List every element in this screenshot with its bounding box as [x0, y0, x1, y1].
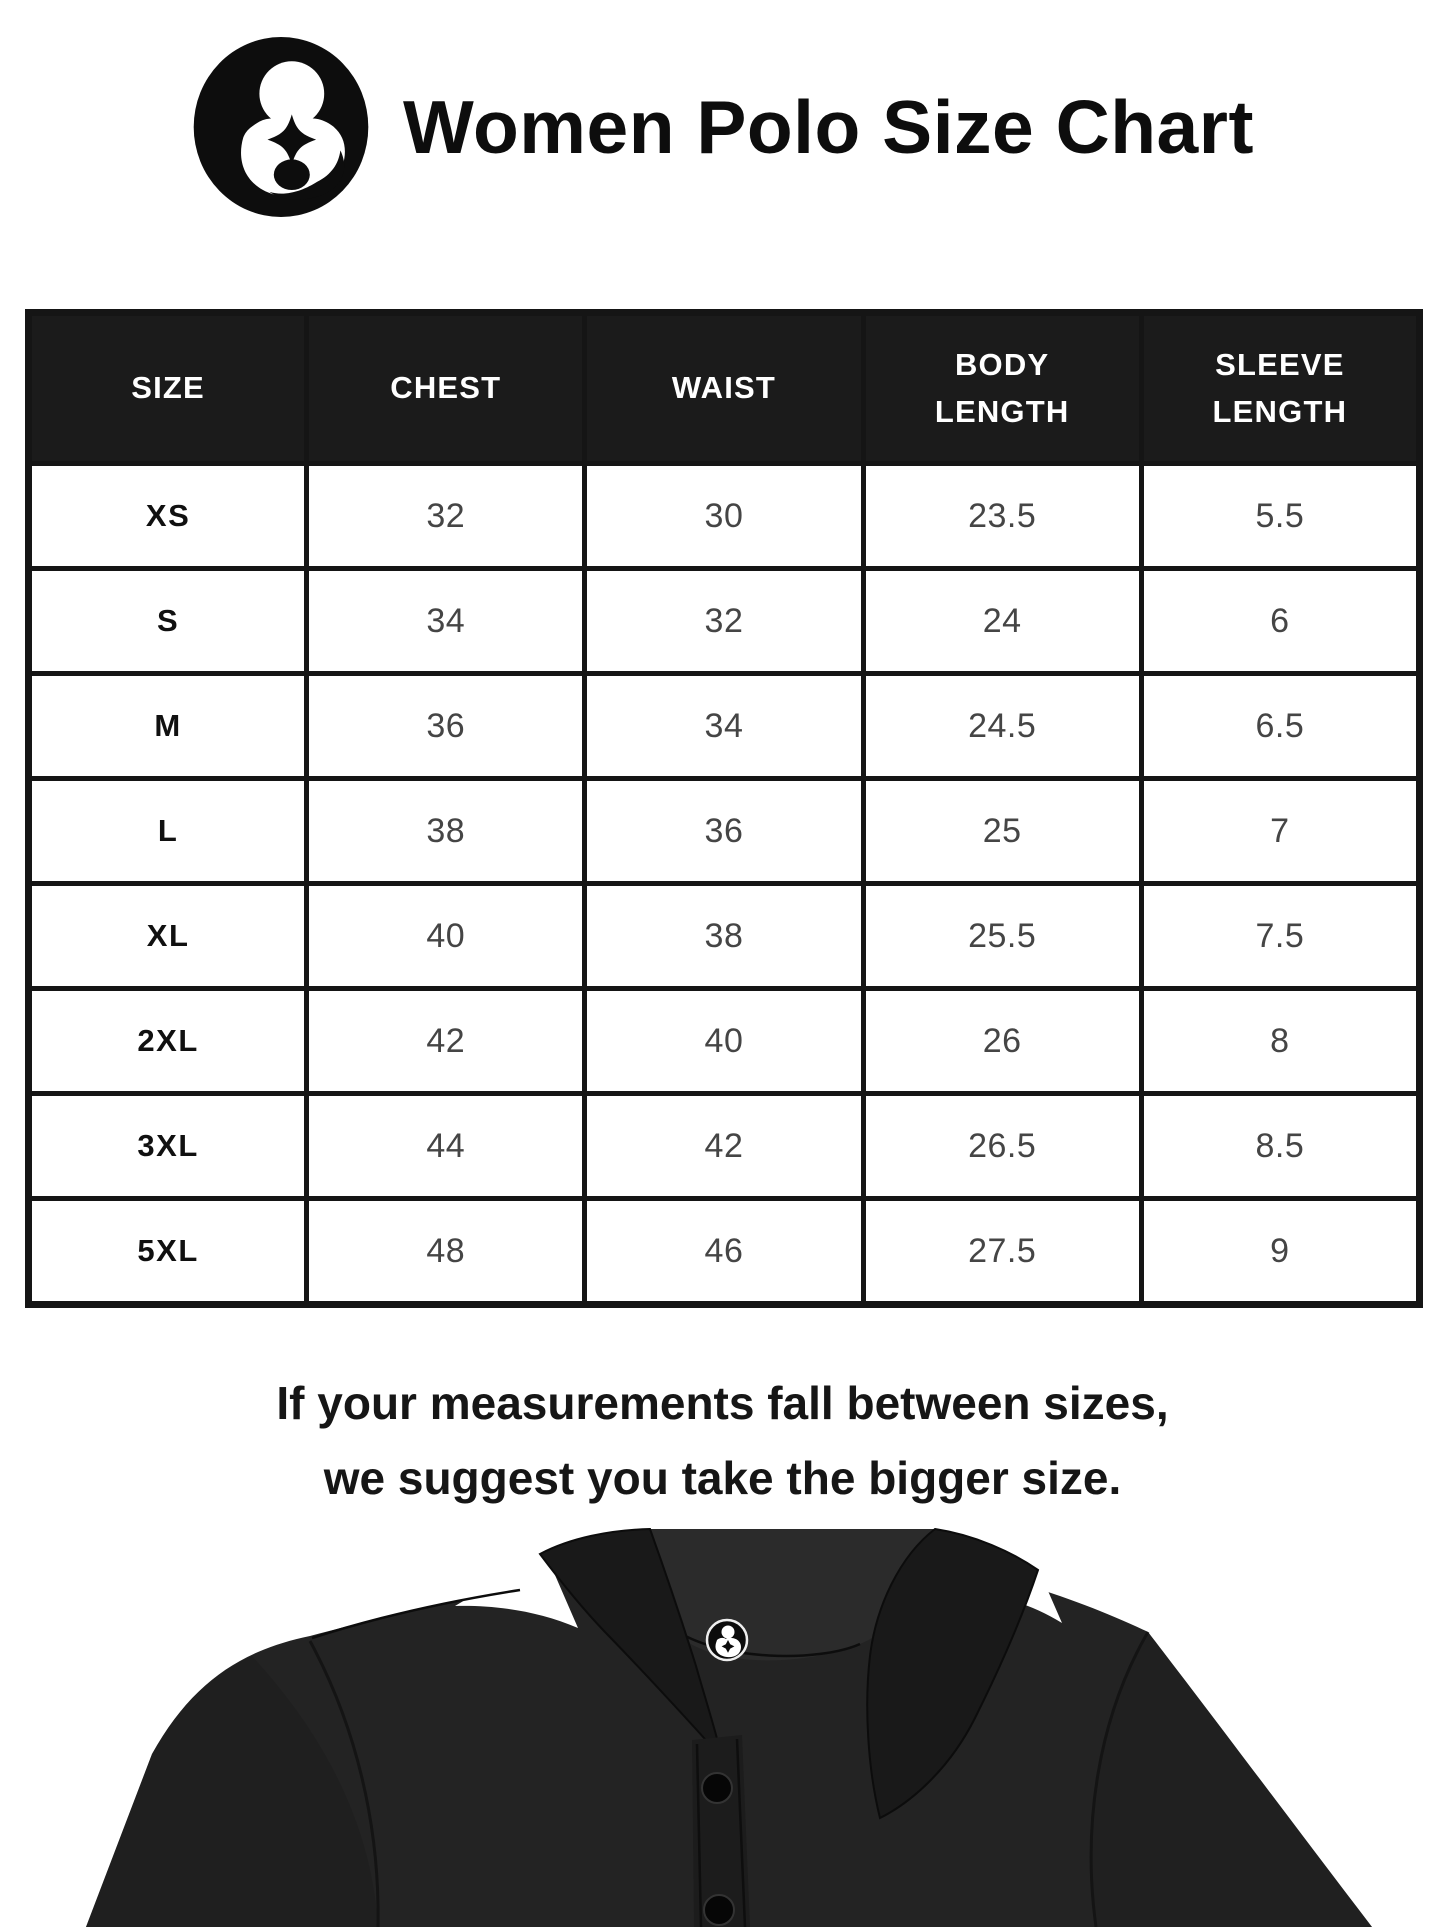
size-cell: XL [29, 884, 307, 989]
table-row-s [29, 569, 1420, 674]
chest-cell: 38 [307, 779, 585, 884]
brand-logo-icon [191, 34, 371, 220]
page-title: Women Polo Size Chart [403, 85, 1254, 169]
column-header-chest: CHEST [307, 313, 585, 464]
chest-cell: 36 [307, 674, 585, 779]
sleeve-length-cell: 6 [1141, 569, 1419, 674]
size-table-head [29, 313, 1420, 464]
chest-cell: 32 [307, 464, 585, 569]
column-header-sleeve-length: SLEEVE LENGTH [1141, 313, 1419, 464]
size-table [25, 309, 1423, 1308]
sleeve-length-cell: 8 [1141, 989, 1419, 1094]
polo-shirt-image [0, 1526, 1445, 1927]
table-row-m [29, 674, 1420, 779]
page-header [0, 34, 1445, 220]
body-length-cell: 25 [863, 779, 1141, 884]
size-cell: 2XL [29, 989, 307, 1094]
waist-cell: 34 [585, 674, 863, 779]
sizing-note-line1: If your measurements fall between sizes, [276, 1377, 1169, 1429]
chest-cell: 34 [307, 569, 585, 674]
chest-cell: 42 [307, 989, 585, 1094]
table-row-2xl [29, 989, 1420, 1094]
polo-button [704, 1895, 734, 1925]
sleeve-length-cell: 7 [1141, 779, 1419, 884]
size-cell: S [29, 569, 307, 674]
size-cell: M [29, 674, 307, 779]
sleeve-length-cell: 8.5 [1141, 1094, 1419, 1199]
table-row-xs [29, 464, 1420, 569]
sizing-note [0, 1366, 1445, 1515]
waist-cell: 40 [585, 989, 863, 1094]
column-header-size: SIZE [29, 313, 307, 464]
sleeve-length-cell: 7.5 [1141, 884, 1419, 989]
table-row-xl [29, 884, 1420, 989]
body-length-cell: 27.5 [863, 1199, 1141, 1305]
chest-cell: 48 [307, 1199, 585, 1305]
body-length-cell: 25.5 [863, 884, 1141, 989]
chest-cell: 40 [307, 884, 585, 989]
body-length-cell: 24 [863, 569, 1141, 674]
waist-cell: 30 [585, 464, 863, 569]
waist-cell: 38 [585, 884, 863, 989]
body-length-cell: 24.5 [863, 674, 1141, 779]
size-table-body [29, 464, 1420, 1305]
size-cell: XS [29, 464, 307, 569]
sleeve-length-cell: 5.5 [1141, 464, 1419, 569]
table-row-5xl [29, 1199, 1420, 1305]
size-cell: L [29, 779, 307, 884]
column-header-waist: WAIST [585, 313, 863, 464]
size-cell: 3XL [29, 1094, 307, 1199]
waist-cell: 46 [585, 1199, 863, 1305]
column-header-body-length: BODY LENGTH [863, 313, 1141, 464]
sizing-note-line2: we suggest you take the bigger size. [323, 1451, 1122, 1504]
waist-cell: 36 [585, 779, 863, 884]
body-length-cell: 26.5 [863, 1094, 1141, 1199]
sleeve-length-cell: 9 [1141, 1199, 1419, 1305]
body-length-cell: 26 [863, 989, 1141, 1094]
table-row-3xl [29, 1094, 1420, 1199]
sleeve-length-cell: 6.5 [1141, 674, 1419, 779]
body-length-cell: 23.5 [863, 464, 1141, 569]
collar-tag-logo-icon [707, 1620, 747, 1660]
chest-cell: 44 [307, 1094, 585, 1199]
polo-button [702, 1773, 732, 1803]
size-cell: 5XL [29, 1199, 307, 1305]
waist-cell: 32 [585, 569, 863, 674]
header-row [29, 313, 1420, 464]
table-row-l [29, 779, 1420, 884]
waist-cell: 42 [585, 1094, 863, 1199]
